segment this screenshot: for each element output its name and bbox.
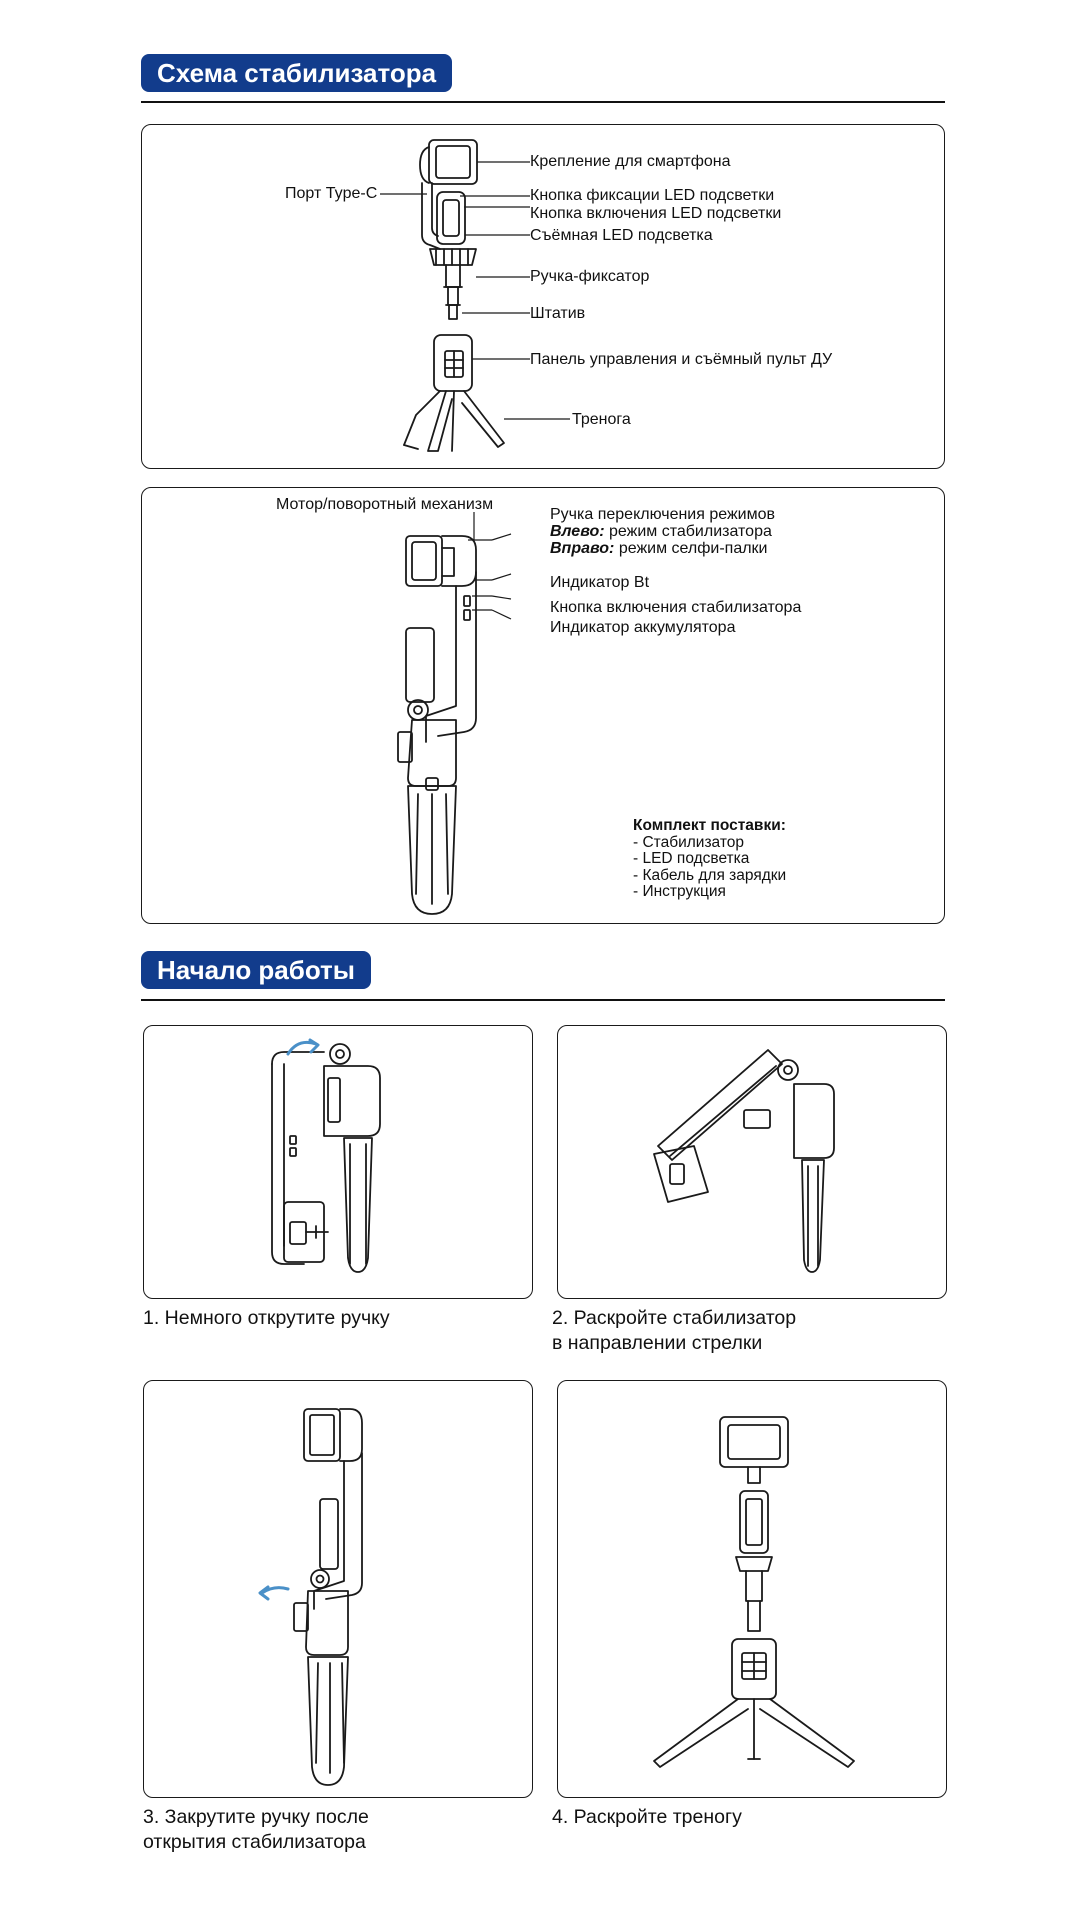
step-4-caption <box>552 1805 742 1830</box>
label-mode-knob: Ручка переключения режимов <box>550 506 775 523</box>
label-battery-indicator: Индикатор аккумулятора <box>550 619 736 636</box>
label-lock-knob: Ручка-фиксатор <box>530 268 650 285</box>
kit-item: - Кабель для зарядки <box>633 866 787 884</box>
scheme-box-assembled <box>141 124 945 469</box>
label-phone-mount: Крепление для смартфона <box>530 153 731 170</box>
kit-title: Комплект поставки: <box>633 817 786 834</box>
label-mode-left-key: Влево: <box>550 523 605 540</box>
section-title-start: Начало работы <box>141 951 371 989</box>
kit-item: - LED подсветка <box>633 850 750 867</box>
label-led-power-button: Кнопка включения LED подсветки <box>530 205 782 222</box>
step-2-line-2: в направлении стрелки <box>552 1332 763 1354</box>
label-control-panel: Панель управления и съёмный пульт ДУ <box>530 351 833 368</box>
step-3-line-2: открытия стабилизатора <box>143 1831 366 1853</box>
section-rule <box>141 101 945 103</box>
label-motor: Мотор/поворотный механизм <box>276 496 494 513</box>
step-2-caption <box>552 1306 796 1356</box>
section-title-scheme: Схема стабилизатора <box>141 54 452 92</box>
label-led-lock-button: Кнопка фиксации LED подсветки <box>530 187 775 204</box>
scheme-box-folded <box>141 487 945 924</box>
label-mode-left <box>550 523 772 541</box>
label-mode-right <box>550 540 768 558</box>
label-mode-left-text: режим стабилизатора <box>604 523 772 540</box>
label-type-c-port: Порт Type-C <box>285 185 378 202</box>
step-3-image <box>143 1380 533 1798</box>
label-power-button: Кнопка включения стабилизатора <box>550 599 802 616</box>
stabilizer-folded-illustration <box>142 488 946 925</box>
label-removable-led: Съёмная LED подсветка <box>530 227 713 244</box>
label-bt-indicator: Индикатор Bt <box>550 574 650 591</box>
step-1-line-1: 1. Немного открутите ручку <box>143 1307 390 1329</box>
label-tripod-rod: Штатив <box>530 305 586 322</box>
label-tripod-legs: Тренога <box>572 411 631 428</box>
step-3-caption <box>143 1805 369 1855</box>
step-4-illustration <box>558 1381 948 1799</box>
section-rule <box>141 999 945 1001</box>
step-4-image <box>557 1380 947 1798</box>
label-mode-right-text: режим селфи-палки <box>614 540 768 557</box>
step-1-caption <box>143 1306 390 1331</box>
step-2-illustration <box>558 1026 948 1300</box>
step-3-line-1: 3. Закрутите ручку после <box>143 1806 369 1828</box>
step-1-illustration <box>144 1026 534 1300</box>
stabilizer-assembled-illustration <box>142 125 946 470</box>
step-1-image <box>143 1025 533 1299</box>
kit-item: - Инструкция <box>633 883 726 900</box>
kit-item: - Стабилизатор <box>633 833 744 851</box>
label-mode-right-key: Вправо: <box>550 540 615 557</box>
section-header-scheme <box>141 54 945 106</box>
section-header-start <box>141 951 945 1003</box>
step-4-line-1: 4. Раскройте треногу <box>552 1806 742 1828</box>
kit-list <box>633 818 786 901</box>
step-2-image <box>557 1025 947 1299</box>
step-3-illustration <box>144 1381 534 1799</box>
step-2-line-1: 2. Раскройте стабилизатор <box>552 1307 797 1329</box>
